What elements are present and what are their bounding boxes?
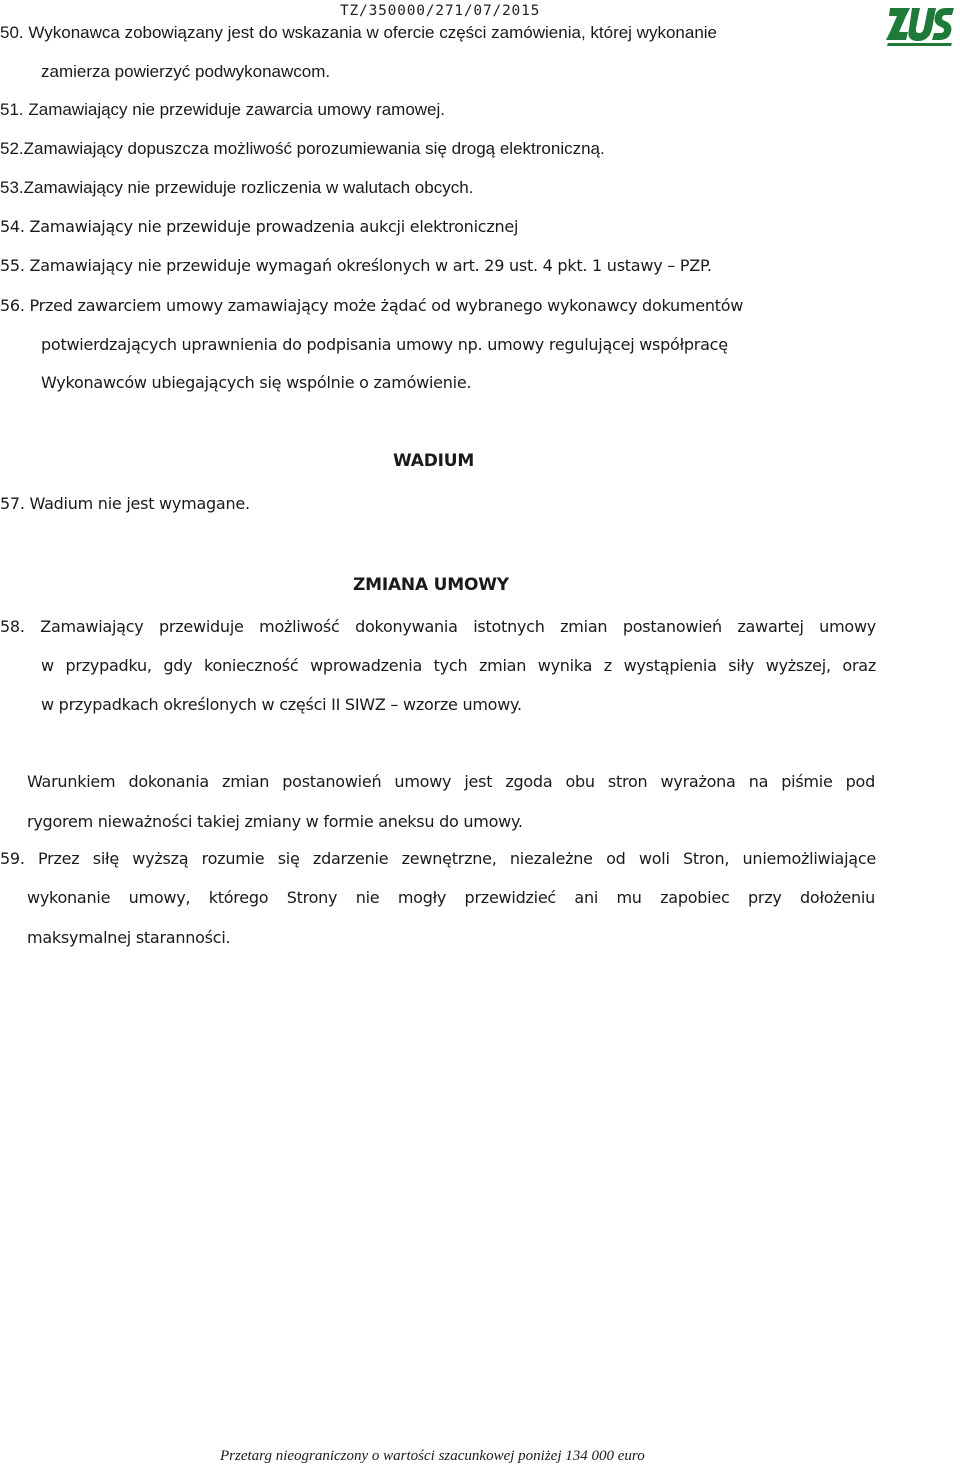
paragraph-56-line-2: potwierdzających uprawnienia do podpisania umowy np. umowy regulującej współpracę	[41, 335, 728, 354]
paragraph-50-line-2: zamierza powierzyć podwykonawcom.	[41, 62, 331, 81]
paragraph-55: 55. Zamawiający nie przewiduje wymagań określonych w art. 29 ust. 4 pkt. 1 ustawy – PZP.	[0, 256, 712, 275]
paragraph-57: 57. Wadium nie jest wymagane.	[0, 494, 250, 513]
section-heading-wadium: WADIUM	[393, 451, 475, 471]
paragraph-56-line-1: 56. Przed zawarciem umowy zamawiający może żądać od wybranego wykonawcy dokumentów	[0, 296, 744, 315]
zus-logo	[886, 2, 956, 48]
paragraph-58-line-2: w przypadku, gdy konieczność wprowadzenia tych zmian wynika z wystąpienia siły wyższej, oraz	[41, 656, 876, 675]
page-footer: Przetarg nieograniczony o wartości szacunkowej poniżej 134 000 euro	[220, 1448, 645, 1464]
condition-paragraph-line-2: rygorem nieważności takiej zmiany w formie aneksu do umowy.	[27, 812, 523, 831]
document-reference-number: TZ/350000/271/07/2015	[340, 3, 541, 19]
paragraph-58-line-1: 58. Zamawiający przewiduje możliwość dokonywania istotnych zmian postanowień zawartej umowy	[0, 617, 876, 636]
paragraph-53: 53.Zamawiający nie przewiduje rozliczenia w walutach obcych.	[0, 178, 474, 197]
paragraph-51: 51. Zamawiający nie przewiduje zawarcia umowy ramowej.	[0, 100, 446, 119]
paragraph-50-line-1: 50. Wykonawca zobowiązany jest do wskazania w ofercie części zamówienia, której wykonanie	[0, 23, 718, 42]
paragraph-59-line-2: wykonanie umowy, którego Strony nie mogły przewidzieć ani mu zapobiec przy dołożeniu	[27, 888, 875, 907]
paragraph-52: 52.Zamawiający dopuszcza możliwość porozumiewania się drogą elektroniczną.	[0, 139, 605, 158]
paragraph-54: 54. Zamawiający nie przewiduje prowadzenia aukcji elektronicznej	[0, 217, 519, 236]
paragraph-58-line-3: w przypadkach określonych w części II SIWZ – wzorze umowy.	[41, 695, 522, 714]
paragraph-59-line-1: 59. Przez siłę wyższą rozumie się zdarzenie zewnętrzne, niezależne od woli Stron, uniemożliwiające	[0, 849, 876, 868]
paragraph-56-line-3: Wykonawców ubiegających się wspólnie o zamówienie.	[41, 373, 472, 392]
paragraph-59-line-3: maksymalnej staranności.	[27, 928, 231, 947]
section-heading-zmiana-umowy: ZMIANA UMOWY	[353, 575, 509, 595]
condition-paragraph-line-1: Warunkiem dokonania zmian postanowień umowy jest zgoda obu stron wyrażona na piśmie pod	[27, 772, 875, 791]
